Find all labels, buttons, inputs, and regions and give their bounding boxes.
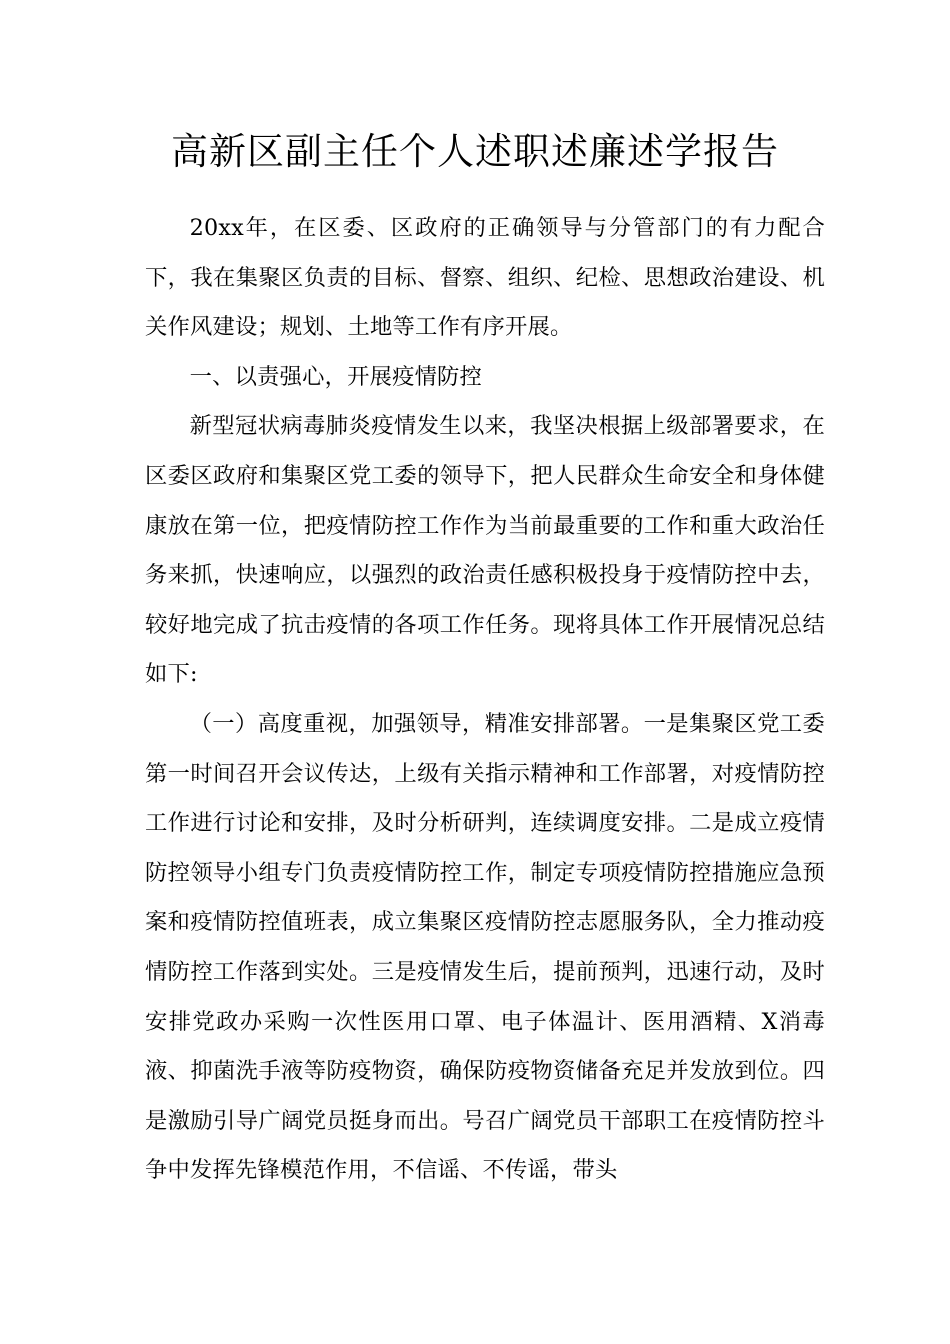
section-heading-1: 一、以责强心，开展疫情防控 bbox=[189, 363, 483, 390]
paragraph-intro: 20xx年，在区委、区政府的正确领导与分管部门的有力配合下，我在集聚区负责的目标、督察、组织、纪检、思想政治建设、机关作风建设；规划、土地等工作有序开展。 bbox=[145, 215, 825, 341]
paragraph-subsection-1: （一）高度重视，加强领导，精准安排部署。一是集聚区党工委第一时间召开会议传达，上级有关指示精神和工作部署，对疫情防控工作进行讨论和安排，及时分析研判，连续调度安排。二是成立疫情防控领导小组专门负责疫情防控工作，制定专项疫情防控措施应急预案和疫情防控值班表，成立集聚区疫情防控志愿服务队，全力推动疫情防控工作落到实处。三是疫情发生后，提前预判，迅速行动，及时安排党政办采购一次性医用口罩、电子体温计、医用酒精、X消毒液、抑菌洗手液等防疫物资，确保防疫物资储备充足并发放到位。四是激励引导广阔党员挺身而出。号召广阔党员干部职工在疫情防控斗争中发挥先锋模范作用，不信谣、不传谣，带头 bbox=[145, 710, 825, 1184]
paragraph-overview: 新型冠状病毒肺炎疫情发生以来，我坚决根据上级部署要求，在区委区政府和集聚区党工委的领导下，把人民群众生命安全和身体健康放在第一位，把疫情防控工作作为当前最重要的工作和重大政治任务来抓，快速响应，以强烈的政治责任感积极投身于疫情防控中去，较好地完成了抗击疫情的各项工作任务。现将具体工作开展情况总结如下: bbox=[145, 413, 825, 688]
document-body bbox=[145, 204, 825, 1196]
document-title: 高新区副主任个人述职述廉述学报告 bbox=[171, 130, 779, 173]
